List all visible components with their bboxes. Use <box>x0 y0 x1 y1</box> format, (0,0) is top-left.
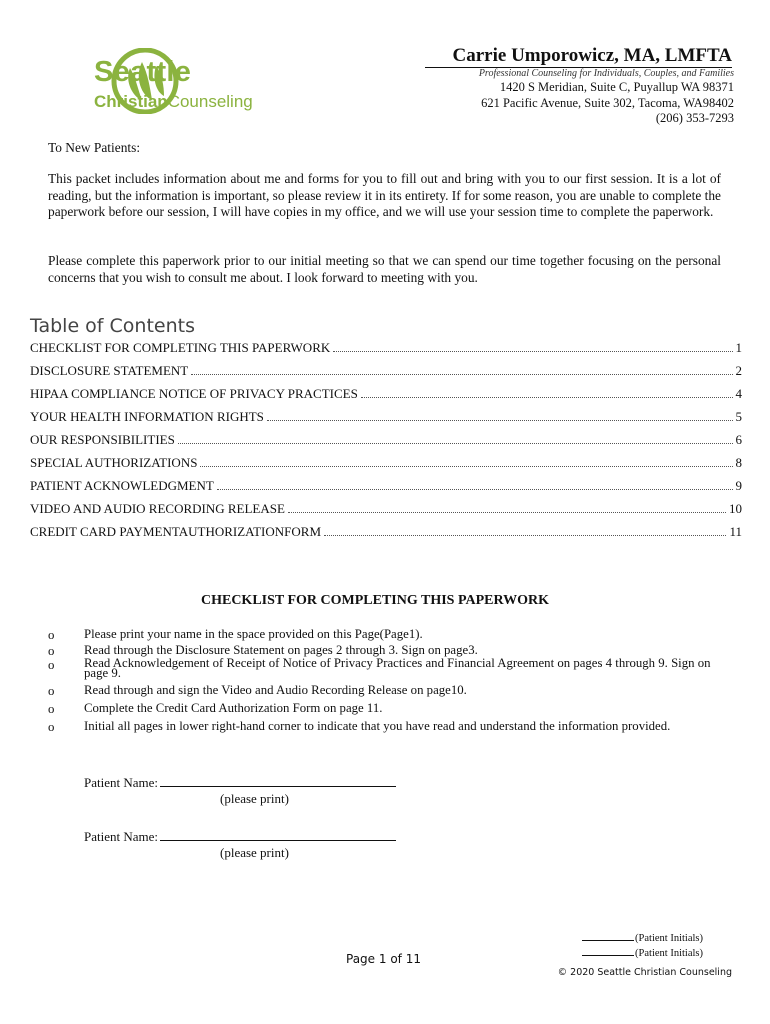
patient-initials-line[interactable]: (Patient Initials) <box>582 948 703 959</box>
toc-entry[interactable]: SPECIAL AUTHORIZATIONS 8 <box>30 455 742 470</box>
greeting: To New Patients: <box>48 140 141 155</box>
page-number: Page 1 of 11 <box>346 952 421 966</box>
patient-name-field-1[interactable]: Patient Name: <box>84 774 396 791</box>
please-print-hint: (please print) <box>220 845 289 860</box>
contact-block <box>481 80 734 127</box>
therapist-name: Carrie Umporowicz, MA, LMFTA <box>425 45 732 68</box>
intro-paragraph-2: Please complete this paperwork prior to our initial meeting so that we can spend our time together focusing on the personal concerns that you wish to consult me about. I look forward to meeting with you. <box>48 253 721 285</box>
toc-entry[interactable]: YOUR HEALTH INFORMATION RIGHTS 5 <box>30 409 742 424</box>
toc-entry[interactable]: HIPAA COMPLIANCE NOTICE OF PRIVACY PRACTICES 4 <box>30 386 742 401</box>
checklist-title: CHECKLIST FOR COMPLETING THIS PAPERWORK <box>200 593 549 608</box>
logo-wordmark-seattle: Seattle <box>94 56 192 88</box>
checklist-item: o Please print your name in the space provided on this Page(Page1). <box>48 627 423 642</box>
patient-initials-line[interactable]: (Patient Initials) <box>582 933 703 944</box>
intro-paragraph-1: This packet includes information about me and forms for you to fill out and bring with you to our first session. It is a lot of reading, but the information is important, so please review it in its entirety. If for some reason, you are unable to complete the paperwork before our session, I will have copies in my office, and we will use your session time to complete the paperwork. <box>48 171 721 219</box>
toc-entry[interactable]: PATIENT ACKNOWLEDGMENT 9 <box>30 478 742 493</box>
patient-name-field-2[interactable]: Patient Name: <box>84 828 396 845</box>
toc-entry[interactable]: CREDIT CARD PAYMENTAUTHORIZATIONFORM 11 <box>30 524 742 539</box>
toc-title: Table of Contents <box>30 315 195 337</box>
patient-name-line[interactable] <box>160 774 396 787</box>
toc-entry[interactable]: VIDEO AND AUDIO RECORDING RELEASE 10 <box>30 501 742 516</box>
toc-entry[interactable]: CHECKLIST FOR COMPLETING THIS PAPERWORK 1 <box>30 340 742 355</box>
checklist-item: o Initial all pages in lower right-hand corner to indicate that you have read and understand the information provided. <box>48 719 671 734</box>
toc-entry[interactable]: DISCLOSURE STATEMENT 2 <box>30 363 742 378</box>
checklist-item: o Complete the Credit Card Authorization Form on page 11. <box>48 701 383 716</box>
address-puyallup: 1420 S Meridian, Suite C, Puyallup WA 98371 <box>499 80 734 94</box>
toc-entry[interactable]: OUR RESPONSIBILITIES 6 <box>30 432 742 447</box>
address-tacoma: 621 Pacific Avenue, Suite 302, Tacoma, WA98402 <box>481 95 734 110</box>
checklist-item: o Read through the Disclosure Statement on pages 2 through 3. Sign on page3. <box>48 643 478 658</box>
patient-name-line[interactable] <box>160 828 396 841</box>
checklist-item: o Read through and sign the Video and Audio Recording Release on page10. <box>48 683 467 698</box>
copyright: © 2020 Seattle Christian Counseling <box>557 967 732 978</box>
logo-wordmark-counseling: ChristianCounseling <box>94 92 253 111</box>
please-print-hint: (please print) <box>220 791 289 806</box>
tagline: Professional Counseling for Individuals, Couples, and Families <box>478 68 734 79</box>
checklist-item: o Read Acknowledgement of Receipt of Notice of Privacy Practices and Financial Agreement on pages 4 through 9. Sign on page 9. <box>48 656 711 680</box>
phone-number: (206) 353-7293 <box>655 111 734 125</box>
table-of-contents <box>30 340 742 547</box>
